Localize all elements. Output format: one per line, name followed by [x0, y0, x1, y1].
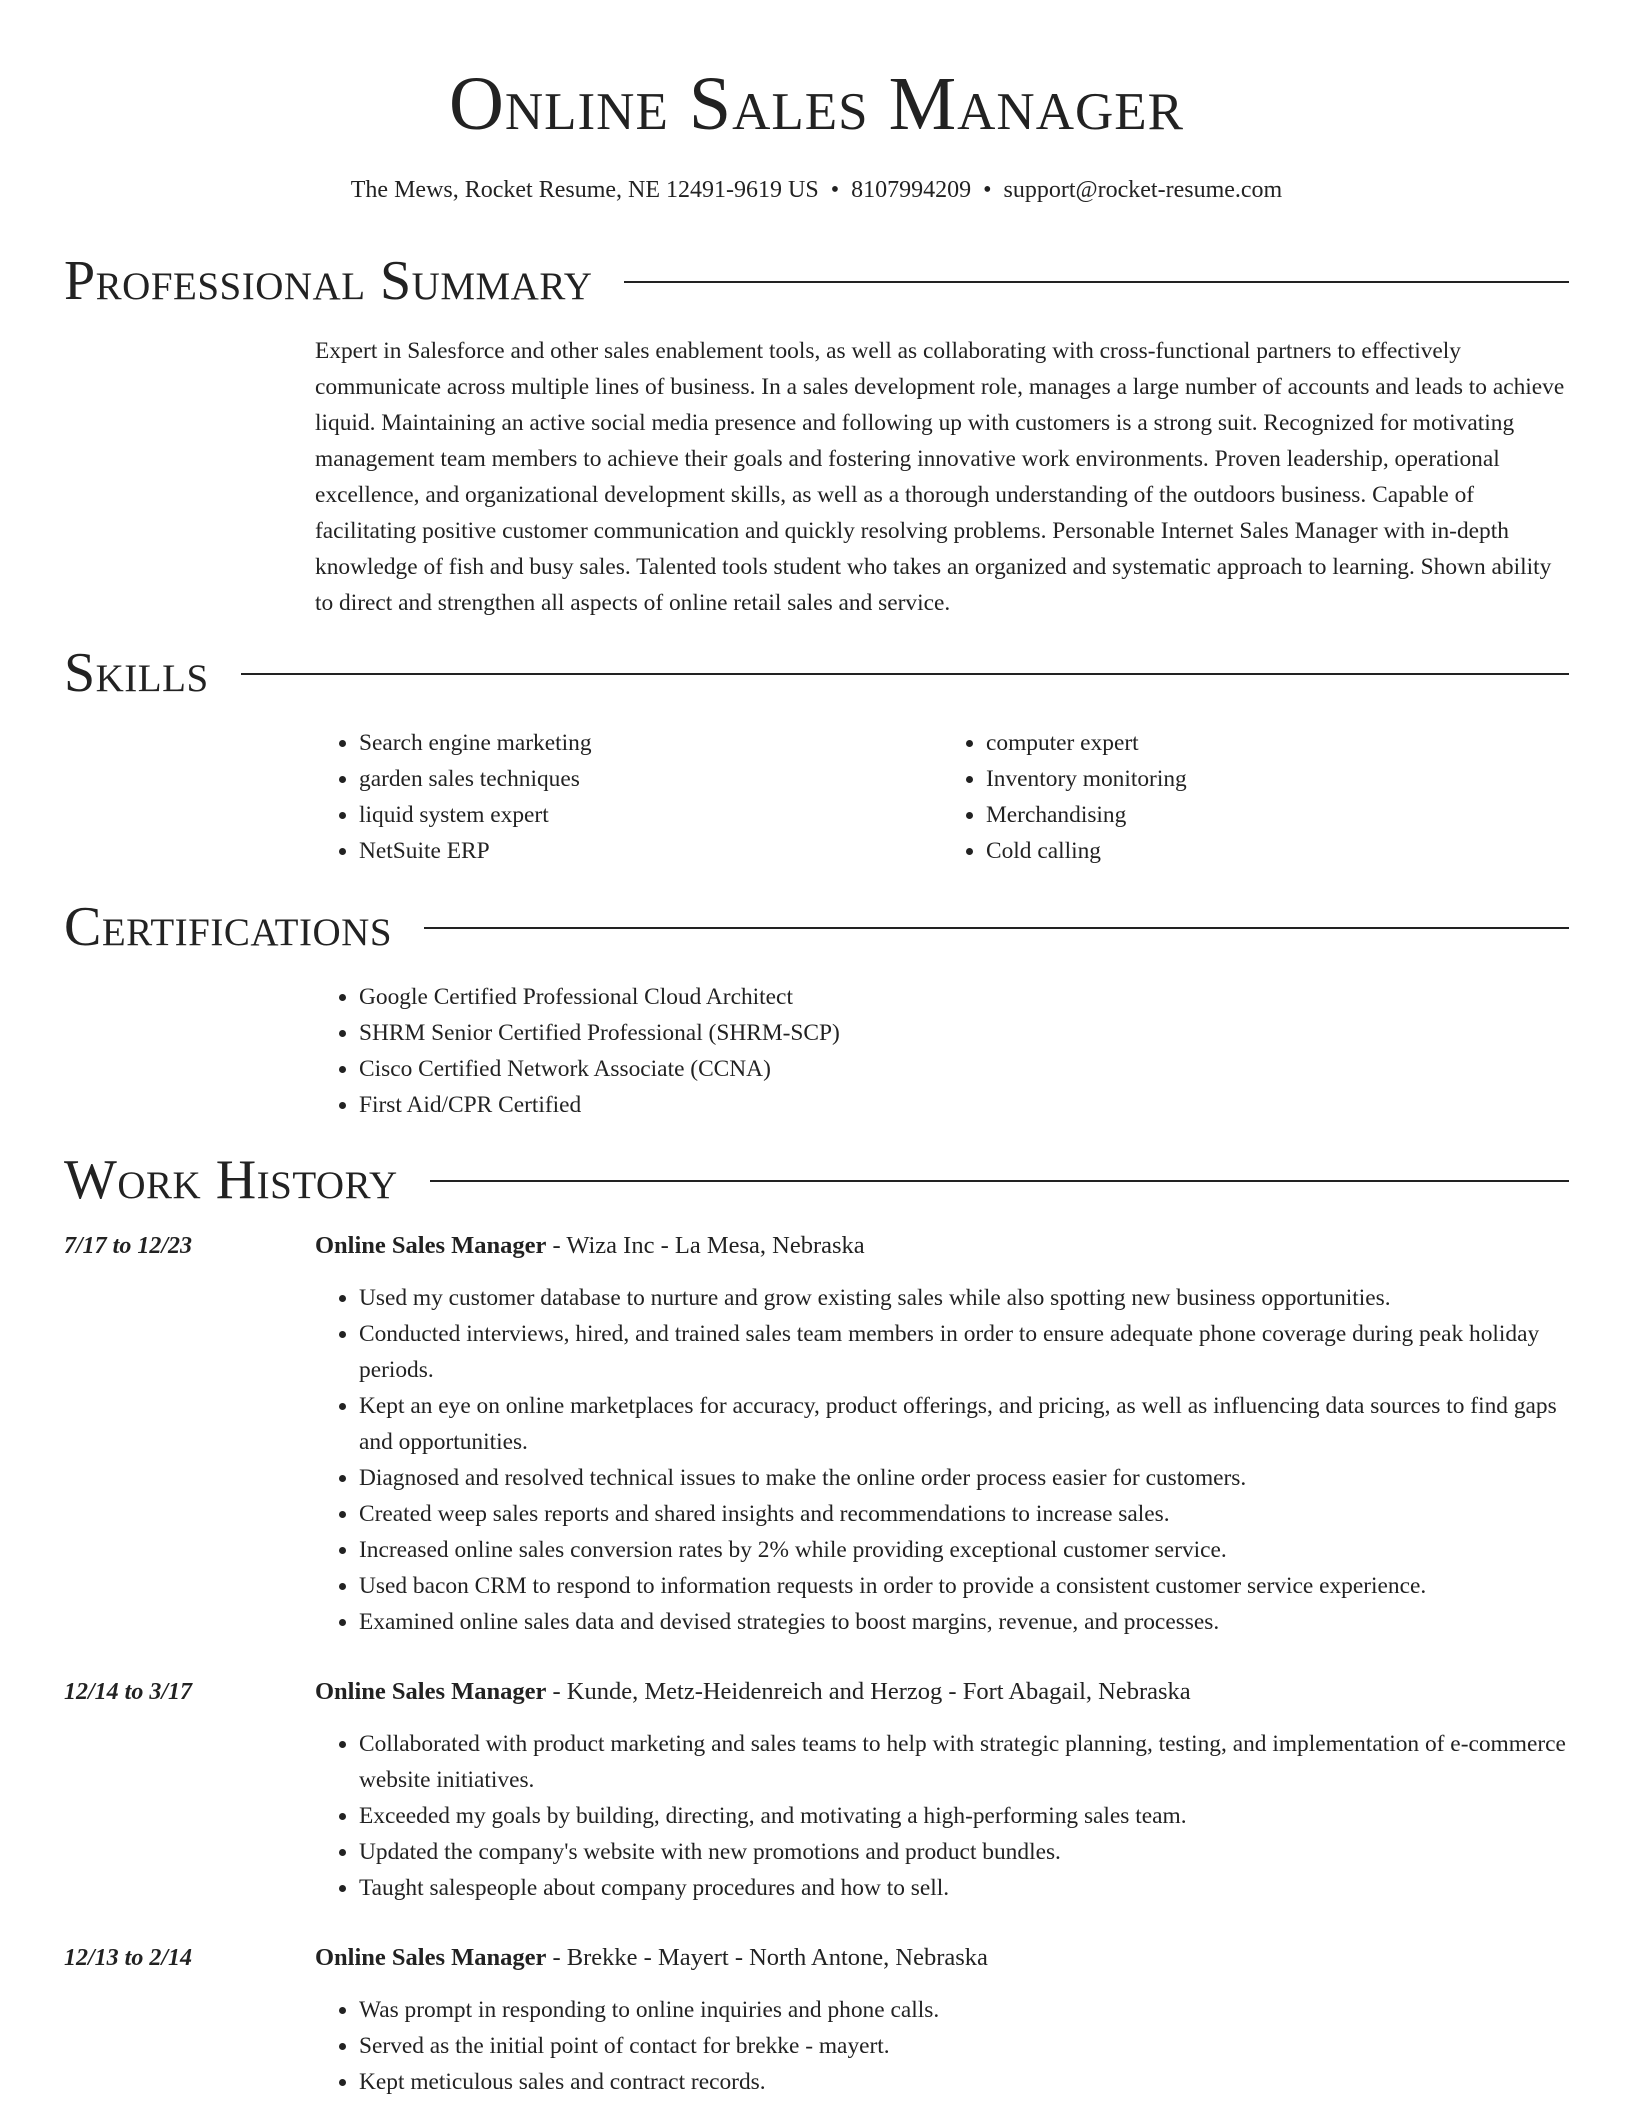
job-bullet: • Exceeded my goals by building, directing, and motivating a high-performing sales team.	[359, 1798, 1569, 1834]
job-bullet: • Created weep sales reports and shared insights and recommendations to increase sales.	[359, 1496, 1569, 1532]
certification-item: • SHRM Senior Certified Professional (SHRM-SCP)	[359, 1015, 1569, 1051]
job-bullet: • Used my customer database to nurture and grow existing sales while also spotting new business opportunities.	[359, 1280, 1569, 1316]
summary-section-title: Professional Summary	[64, 249, 593, 312]
job-header	[315, 1228, 1569, 1264]
job-bullet: • Collaborated with product marketing and sales teams to help with strategic planning, testing, and implementation of e-commerce website initiatives.	[359, 1726, 1569, 1798]
work-history-section-header	[64, 1148, 1569, 1211]
job-role: Online Sales Manager	[315, 1677, 547, 1705]
skill-item: • NetSuite ERP	[359, 833, 942, 869]
skills-list	[315, 725, 1569, 869]
job-company-location: - Kunde, Metz-Heidenreich and Herzog - Fort Abagail, Nebraska	[546, 1677, 1191, 1705]
certifications-items	[315, 979, 1569, 1123]
skills-section-title: Skills	[64, 641, 209, 704]
job-header	[315, 1674, 1569, 1710]
section-divider	[241, 673, 1569, 675]
skills-column-left	[315, 725, 942, 869]
skill-item: • Inventory monitoring	[986, 761, 1569, 797]
section-divider	[424, 927, 1569, 929]
skills-column-right	[942, 725, 1569, 869]
job-bullet: • Served as the initial point of contact for brekke - mayert.	[359, 2028, 1569, 2064]
job-bullet: • Increased online sales conversion rates by 2% while providing exceptional customer service.	[359, 1532, 1569, 1568]
skill-item: • liquid system expert	[359, 797, 942, 833]
job-bullet: • Conducted interviews, hired, and trained sales team members in order to ensure adequate phone coverage during peak holiday periods.	[359, 1316, 1569, 1388]
job-dates: 12/13 to 2/14	[64, 1944, 193, 1971]
work-history-section-title: Work History	[64, 1148, 398, 1211]
job-body	[315, 1674, 1569, 1906]
job-role: Online Sales Manager	[315, 1231, 547, 1259]
job-body	[315, 1228, 1569, 1640]
certification-item: • Google Certified Professional Cloud Architect	[359, 979, 1569, 1015]
job-bullets	[315, 1726, 1569, 1906]
job-bullet: • Updated the company's website with new promotions and product bundles.	[359, 1834, 1569, 1870]
job-entry	[64, 1674, 1569, 1906]
summary-section-header	[64, 249, 1569, 312]
job-bullet: • Kept meticulous sales and contract records.	[359, 2064, 1569, 2100]
job-bullet: • Was prompt in responding to online inquiries and phone calls.	[359, 1992, 1569, 2028]
skills-section-header	[64, 641, 1569, 704]
candidate-name: Online Sales Manager	[448, 62, 1184, 146]
job-dates: 12/14 to 3/17	[64, 1678, 193, 1705]
skill-item: • garden sales techniques	[359, 761, 942, 797]
summary-body	[315, 333, 1569, 621]
section-divider	[624, 281, 1569, 283]
contact-line	[64, 176, 1569, 205]
job-body	[315, 1940, 1569, 2100]
contact-separator: •	[830, 177, 840, 203]
job-company-location: - Brekke - Mayert - North Antone, Nebraska	[546, 1943, 988, 1971]
job-bullet: • Used bacon CRM to respond to information requests in order to provide a consistent customer service experience.	[359, 1568, 1569, 1604]
job-dates: 7/17 to 12/23	[64, 1232, 193, 1259]
job-role: Online Sales Manager	[315, 1943, 547, 1971]
job-bullets	[315, 1992, 1569, 2100]
skill-item: • computer expert	[986, 725, 1569, 761]
certification-item: • Cisco Certified Network Associate (CCNA)	[359, 1051, 1569, 1087]
skill-item: • Merchandising	[986, 797, 1569, 833]
summary-text: Expert in Salesforce and other sales enablement tools, as well as collaborating with cross-functional partners to effectively communicate across multiple lines of business. In a sales development role, manages a large number of accounts and leads to achieve liquid. Maintaining an active social media presence and following up with customers is a strong suit. Recognized for motivating management team members to achieve their goals and fostering innovative work environments. Proven leadership, operational excellence, and organizational development skills, as well as a thorough understanding of the outdoors business. Capable of facilitating positive customer communication and quickly resolving problems. Personable Internet Sales Manager with in-depth knowledge of fish and busy sales. Talented tools student who takes an organized and systematic approach to learning. Shown ability to direct and strengthen all aspects of online retail sales and service.	[315, 337, 1565, 616]
job-bullet: • Taught salespeople about company procedures and how to sell.	[359, 1870, 1569, 1906]
job-entry	[64, 1228, 1569, 1640]
contact-email[interactable]: support@rocket-resume.com	[1003, 177, 1283, 203]
contact-address: The Mews, Rocket Resume, NE 12491-9619 US	[350, 177, 819, 203]
job-bullet: • Diagnosed and resolved technical issues to make the online order process easier for customers.	[359, 1460, 1569, 1496]
job-bullet: • Examined online sales data and devised strategies to boost margins, revenue, and processes.	[359, 1604, 1569, 1640]
job-bullets	[315, 1280, 1569, 1640]
skill-item: • Search engine marketing	[359, 725, 942, 761]
certifications-section-title: Certifications	[64, 895, 393, 958]
skill-item: • Cold calling	[986, 833, 1569, 869]
job-company-location: - Wiza Inc - La Mesa, Nebraska	[546, 1231, 865, 1259]
section-divider	[430, 1180, 1569, 1182]
job-bullet: • Kept an eye on online marketplaces for accuracy, product offerings, and pricing, as well as influencing data sources to find gaps and opportunities.	[359, 1388, 1569, 1460]
job-entry	[64, 1940, 1569, 2100]
contact-phone: 8107994209	[851, 177, 972, 203]
certifications-list	[315, 979, 1569, 1123]
contact-separator: •	[983, 177, 992, 203]
certification-item: • First Aid/CPR Certified	[359, 1087, 1569, 1123]
certifications-section-header	[64, 895, 1569, 958]
job-header	[315, 1940, 1569, 1976]
